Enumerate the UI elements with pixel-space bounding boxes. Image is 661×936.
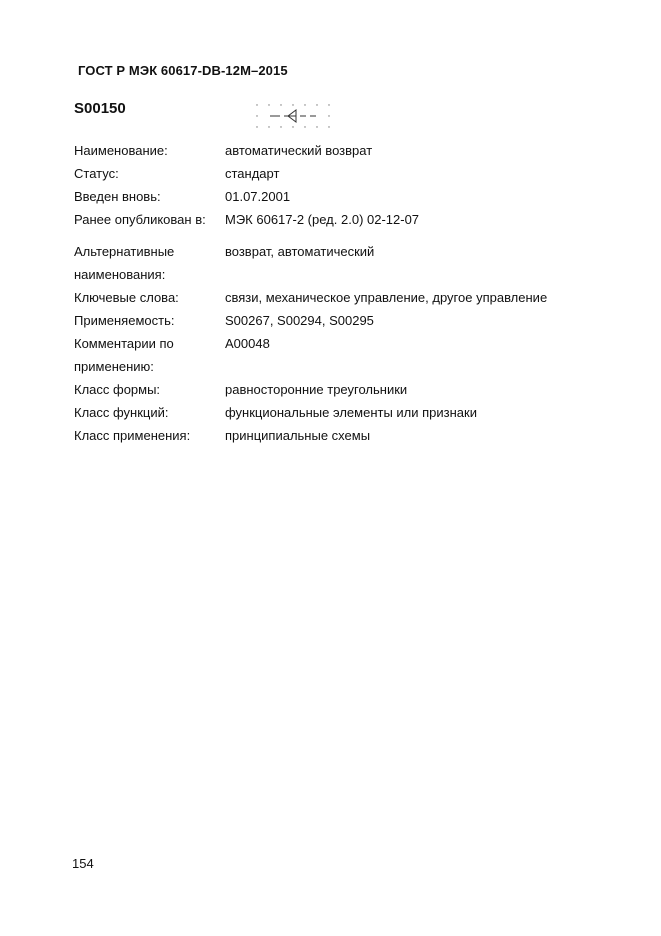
field-label: Наименование: — [74, 143, 168, 158]
field-label: Статус: — [74, 166, 119, 181]
field-row — [74, 332, 594, 378]
field-row — [74, 424, 594, 447]
field-row — [74, 139, 594, 162]
field-value: МЭК 60617-2 (ред. 2.0) 02-12-07 — [225, 212, 420, 227]
field-label: Введен вновь: — [74, 189, 161, 204]
symbol-code: S00150 — [74, 100, 126, 117]
field-label: Ключевые слова: — [74, 290, 179, 305]
field-value: 01.07.2001 — [225, 189, 291, 204]
field-value: S00267, S00294, S00295 — [225, 313, 374, 328]
field-label: Применяемость: — [74, 313, 175, 328]
field-label: Класс формы: — [74, 382, 161, 397]
field-row — [74, 208, 594, 231]
page-number: 154 — [72, 856, 94, 871]
field-value: функциональные элементы или признаки — [225, 405, 477, 420]
field-row — [74, 378, 594, 401]
field-value: связи, механическое управление, другое управление — [225, 290, 548, 305]
field-row — [74, 162, 594, 185]
field-value: A00048 — [225, 336, 270, 351]
field-row — [74, 240, 594, 286]
field-value: равносторонние треугольники — [225, 382, 408, 397]
field-value: автоматический возврат — [225, 143, 373, 158]
field-label: Класс функций: — [74, 405, 169, 420]
field-value: принципиальные схемы — [225, 428, 371, 443]
field-value: возврат, автоматический — [225, 244, 375, 259]
field-row — [74, 185, 594, 208]
field-row — [74, 309, 594, 332]
field-label: Ранее опубликован в: — [74, 212, 206, 227]
field-label: Класс применения: — [74, 428, 191, 443]
field-row — [74, 401, 594, 424]
automatic-return-triangle-symbol-icon — [252, 100, 334, 130]
field-row — [74, 286, 594, 309]
symbol-strokes — [270, 110, 316, 122]
field-label: Альтернативные наименования: — [74, 244, 175, 282]
field-label: Комментарии по применению: — [74, 336, 174, 374]
document-header: ГОСТ Р МЭК 60617-DB-12M–2015 — [78, 63, 288, 78]
field-value: стандарт — [225, 166, 280, 181]
